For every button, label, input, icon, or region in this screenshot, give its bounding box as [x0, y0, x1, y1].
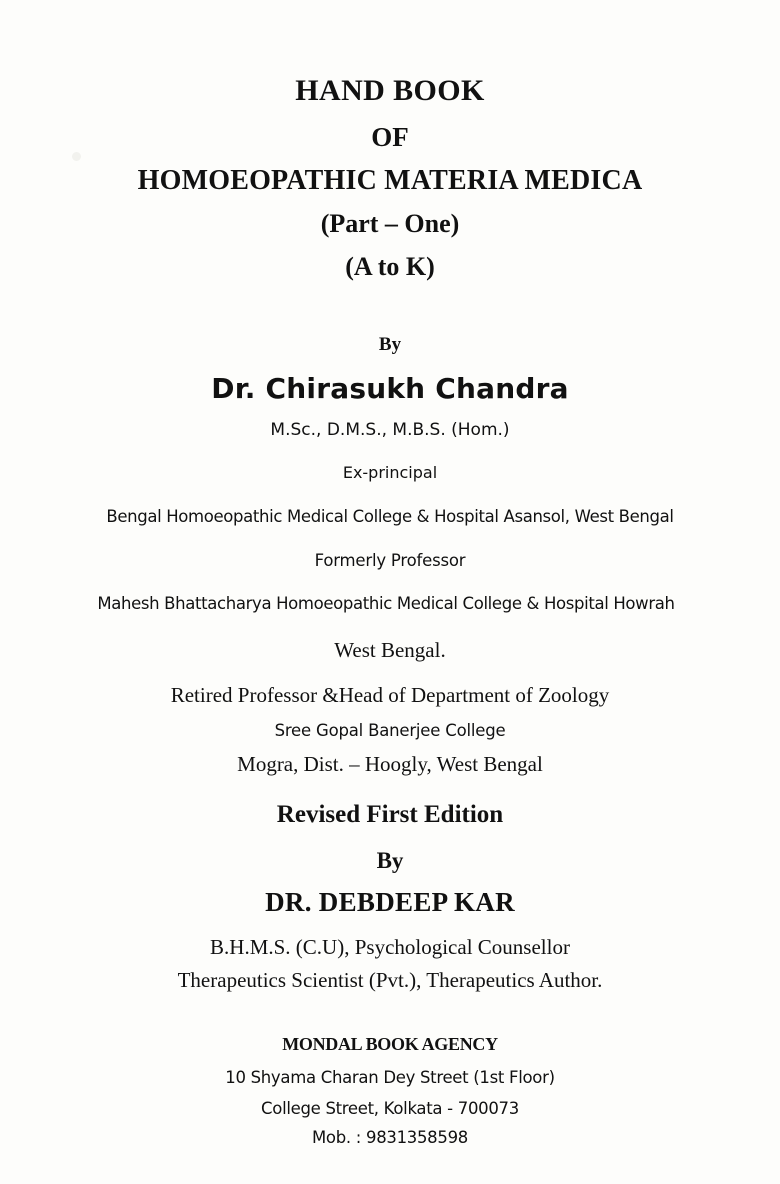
author-by-label: By [378, 334, 402, 355]
author-zoology-line-1: Retired Professor &Head of Department of Zoology [170, 682, 610, 707]
title-page [0, 76, 780, 1184]
reviser-name: DR. DEBDEEP KAR [265, 887, 515, 917]
reviser-credentials-1: B.H.M.S. (C.U), Psychological Counsellor [210, 935, 570, 959]
book-volume-range: (A to K) [345, 252, 435, 281]
author-zoology-line-2: Sree Gopal Banerjee College [274, 720, 506, 740]
publisher-address-line-1: 10 Shyama Charan Dey Street (1st Floor) [225, 1068, 555, 1087]
author-affiliation-4: West Bengal. [334, 637, 446, 662]
author-degrees: M.Sc., D.M.S., M.B.S. (Hom.) [270, 420, 510, 440]
book-part-label: (Part – One) [320, 209, 460, 238]
author-role: Ex-principal [342, 463, 438, 482]
edition-label: Revised First Edition [276, 801, 504, 828]
publisher-name: MONDAL BOOK AGENCY [282, 1034, 498, 1054]
publisher-mobile: Mob. : 9831358598 [312, 1128, 468, 1147]
author-name: Dr. Chirasukh Chandra [211, 372, 569, 405]
author-affiliation-3: Mahesh Bhattacharya Homoeopathic Medical College & Hospital Howrah [97, 594, 675, 613]
reviser-credentials-2: Therapeutics Scientist (Pvt.), Therapeutics Author. [177, 968, 603, 992]
edition-by-label: By [376, 848, 404, 873]
publisher-address-line-2: College Street, Kolkata - 700073 [261, 1098, 519, 1118]
book-title-line-3: HOMOEOPATHIC MATERIA MEDICA [137, 165, 643, 196]
scan-artifact [72, 152, 81, 161]
author-affiliation-2: Formerly Professor [314, 550, 466, 570]
author-zoology-line-3: Mogra, Dist. – Hoogly, West Bengal [237, 752, 543, 776]
book-title-line-2: OF [371, 122, 409, 152]
book-title-line-1: HAND BOOK [295, 74, 485, 107]
author-affiliation-1: Bengal Homoeopathic Medical College & Hospital Asansol, West Bengal [106, 507, 674, 526]
